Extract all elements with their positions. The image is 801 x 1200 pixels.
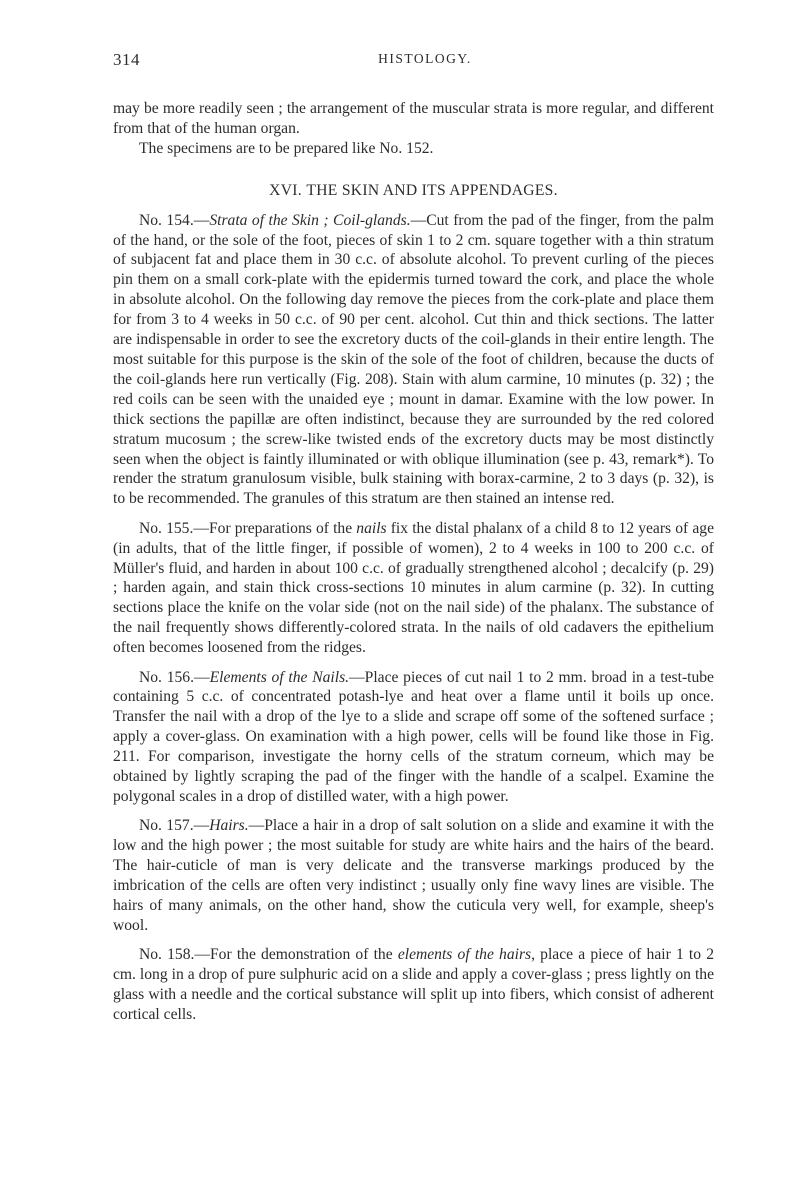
running-title: HISTOLOGY. [378,51,472,66]
body-text [113,99,714,1025]
intro-line-2: The specimens are to be prepared like No. 152. [139,139,434,157]
para-158-text: , place a piece of hair 1 to 2 cm. long in a drop of pure sulphuric acid on a slide and apply a cover-glass ; press lightly on the glass with a needle and the cortical substance will split up into fibers, which consist of adherent cortical cells. [113,946,714,1024]
para-156-lead: No. 156.— [139,668,210,686]
para-157-lead: No. 157.— [139,817,210,835]
para-155-text: fix the distal phalanx of a child 8 to 12 years of age (in adults, that of the little finger, if possible of women), 2 to 4 weeks in 100 to 200 c.c. of Müller's fluid, and harden in about 100 c.c. of gradually strengthened alcohol ; decalcify (p. 29) ; harden again, and stain thick cross-sections 10 minutes in alum carmine (p. 32). In cutting sections place the knife on the volar side (not on the nail side) of the phalanx. The substance of the nail frequently shows differently-colored strata. In the nails of old cadavers the epithelium often becomes loosened from the ridges. [113,519,714,657]
para-157-dash: — [248,817,265,835]
para-154-title: Strata of the Skin ; Coil-glands. [209,211,411,229]
paragraph-no-156 [113,668,714,807]
para-157-title: Hairs. [209,817,249,835]
para-157-text: Place a hair in a drop of salt solution on a slide and examine it with the low and the high power ; the most suitable for study are white hairs and the hairs of the beard. The hair-cuticle of man is very delicate and the transverse markings produced by the imbrication of the cells are often very indistinct ; usually only fine wavy lines are visible. The hairs of many animals, on the other hand, show the cuticula very well, for example, sheep's wool. [113,817,714,934]
paragraph-no-158 [113,945,714,1025]
para-158-title: elements of the hairs [397,946,532,964]
paragraph-no-154 [113,211,714,510]
para-155-title: nails [356,519,387,537]
section-heading [113,181,714,201]
section-number: XVI. [269,181,302,199]
intro-paragraph [113,99,714,159]
running-head [113,50,713,70]
para-154-text: Cut from the pad of the finger, from the palm of the hand, or the sole of the foot, pieces of skin 1 to 2 cm. square together with a thin stratum of subjacent fat and place them in 30 c.c. of absolute alcohol. To prevent curling of the pieces pin them on a small cork-plate with the epidermis turned toward the cork, and place the whole in absolute alcohol. On the following day remove the pieces from the cork-plate and place them for from 3 to 4 weeks in 50 c.c. of 90 per cent. alcohol. Cut thin and thick sections. The latter are indispensable in order to see the excretory ducts of the coil-glands in their entire length. The most suitable for this purpose is the skin of the sole of the foot of children, because the ducts of the coil-glands here run vertically (Fig. 208). Stain with alum carmine, 10 minutes (p. 32) ; the red coils can be seen with the unaided eye ; mount in damar. Examine with the low power. In thick sections the papillæ are often indistinct, because they are surrounded by the red colored stratum mucosum ; the screw-like twisted ends of the excretory ducts may be most distinctly seen when the object is faintly illuminated or with oblique illumination (see p. 43, remark*). To render the stratum granulosum visible, bulk staining with borax-carmine, 2 to 3 days (p. 32), is to be recommended. The granules of this stratum are then stained an intense red. [113,211,714,508]
intro-line-1: may be more readily seen ; the arrangement of the muscular strata is more regular, and different from that of the human organ. [113,100,714,137]
para-155-lead: No. 155.—For preparations of the [139,519,357,537]
paragraph-no-155 [113,519,714,658]
para-156-dash: — [349,668,365,686]
section-title: THE SKIN AND ITS APPENDAGES. [306,181,558,199]
para-156-text: Place pieces of cut nail 1 to 2 mm. broad in a test-tube containing 5 c.c. of concentrated potash-lye and heat over a flame until it boils up once. Transfer the nail with a drop of the lye to a slide and scrape off some of the softened surface ; apply a cover-glass. On examination with a high power, cells will be found like those in Fig. 211. For comparison, investigate the horny cells of the stratum corneum, which may be obtained by lightly scraping the pad of the finger with the handle of a scalpel. Examine the polygonal scales in a drop of distilled water, with a high power. [113,668,714,805]
para-156-title: Elements of the Nails. [209,668,350,686]
para-154-dash: — [410,211,427,229]
para-154-lead: No. 154.— [139,211,210,229]
paragraph-no-157 [113,816,714,935]
para-158-lead: No. 158.—For the demonstration of the [139,946,398,964]
page-number: 314 [113,50,140,69]
